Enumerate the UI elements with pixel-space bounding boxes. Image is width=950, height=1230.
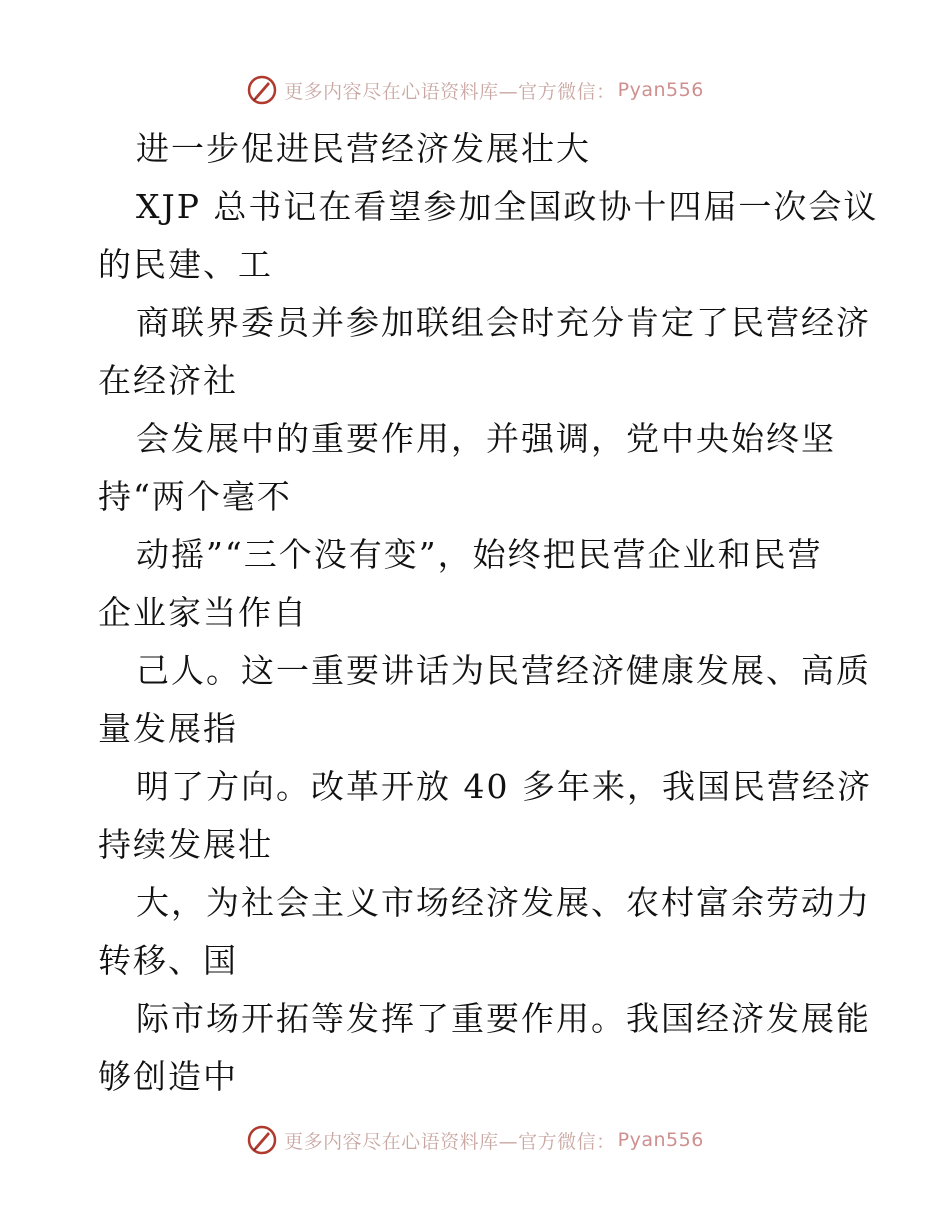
text-line: 明了方向。改革开放 40 多年来，我国民营经济: [136, 767, 872, 806]
text-line: 商联界委员并参加联组会时充分肯定了民营经济: [136, 303, 871, 342]
header-watermark: [0, 70, 950, 110]
watermark-text: 更多内容尽在心语资料库—官方微信：: [284, 80, 616, 103]
watermark-wechat-id: Pyan556: [617, 1129, 704, 1151]
text-line: 大，为社会主义市场经济发展、农村富余劳动力: [136, 883, 871, 922]
footer-watermark: [0, 1120, 950, 1160]
text-line: XJP 总书记在看望参加全国政协十四届一次会议: [136, 187, 879, 226]
text-line: 持续发展壮: [98, 825, 273, 864]
text-line: 会发展中的重要作用，并强调，党中央始终坚: [136, 419, 836, 458]
text-line: 动摇”“三个没有变”，始终把民营企业和民营: [136, 535, 823, 574]
text-line: 够创造中: [98, 1057, 238, 1096]
text-line: 的民建、工: [98, 245, 273, 284]
text-line: 进一步促进民营经济发展壮大: [136, 129, 591, 168]
text-line: 在经济社: [98, 361, 238, 400]
quill-logo-icon: [246, 74, 278, 106]
text-line: 转移、国: [98, 941, 238, 980]
document-body: [98, 120, 879, 1106]
text-line: 企业家当作自: [98, 593, 308, 632]
text-line: 己人。这一重要讲话为民营经济健康发展、高质: [136, 651, 871, 690]
text-line: 量发展指: [98, 709, 238, 748]
text-line: 持“两个毫不: [98, 477, 292, 516]
quill-logo-icon: [246, 1124, 278, 1156]
watermark-wechat-id: Pyan556: [617, 79, 704, 101]
text-line: 际市场开拓等发挥了重要作用。我国经济发展能: [136, 999, 871, 1038]
watermark-text: 更多内容尽在心语资料库—官方微信：: [284, 1130, 616, 1153]
